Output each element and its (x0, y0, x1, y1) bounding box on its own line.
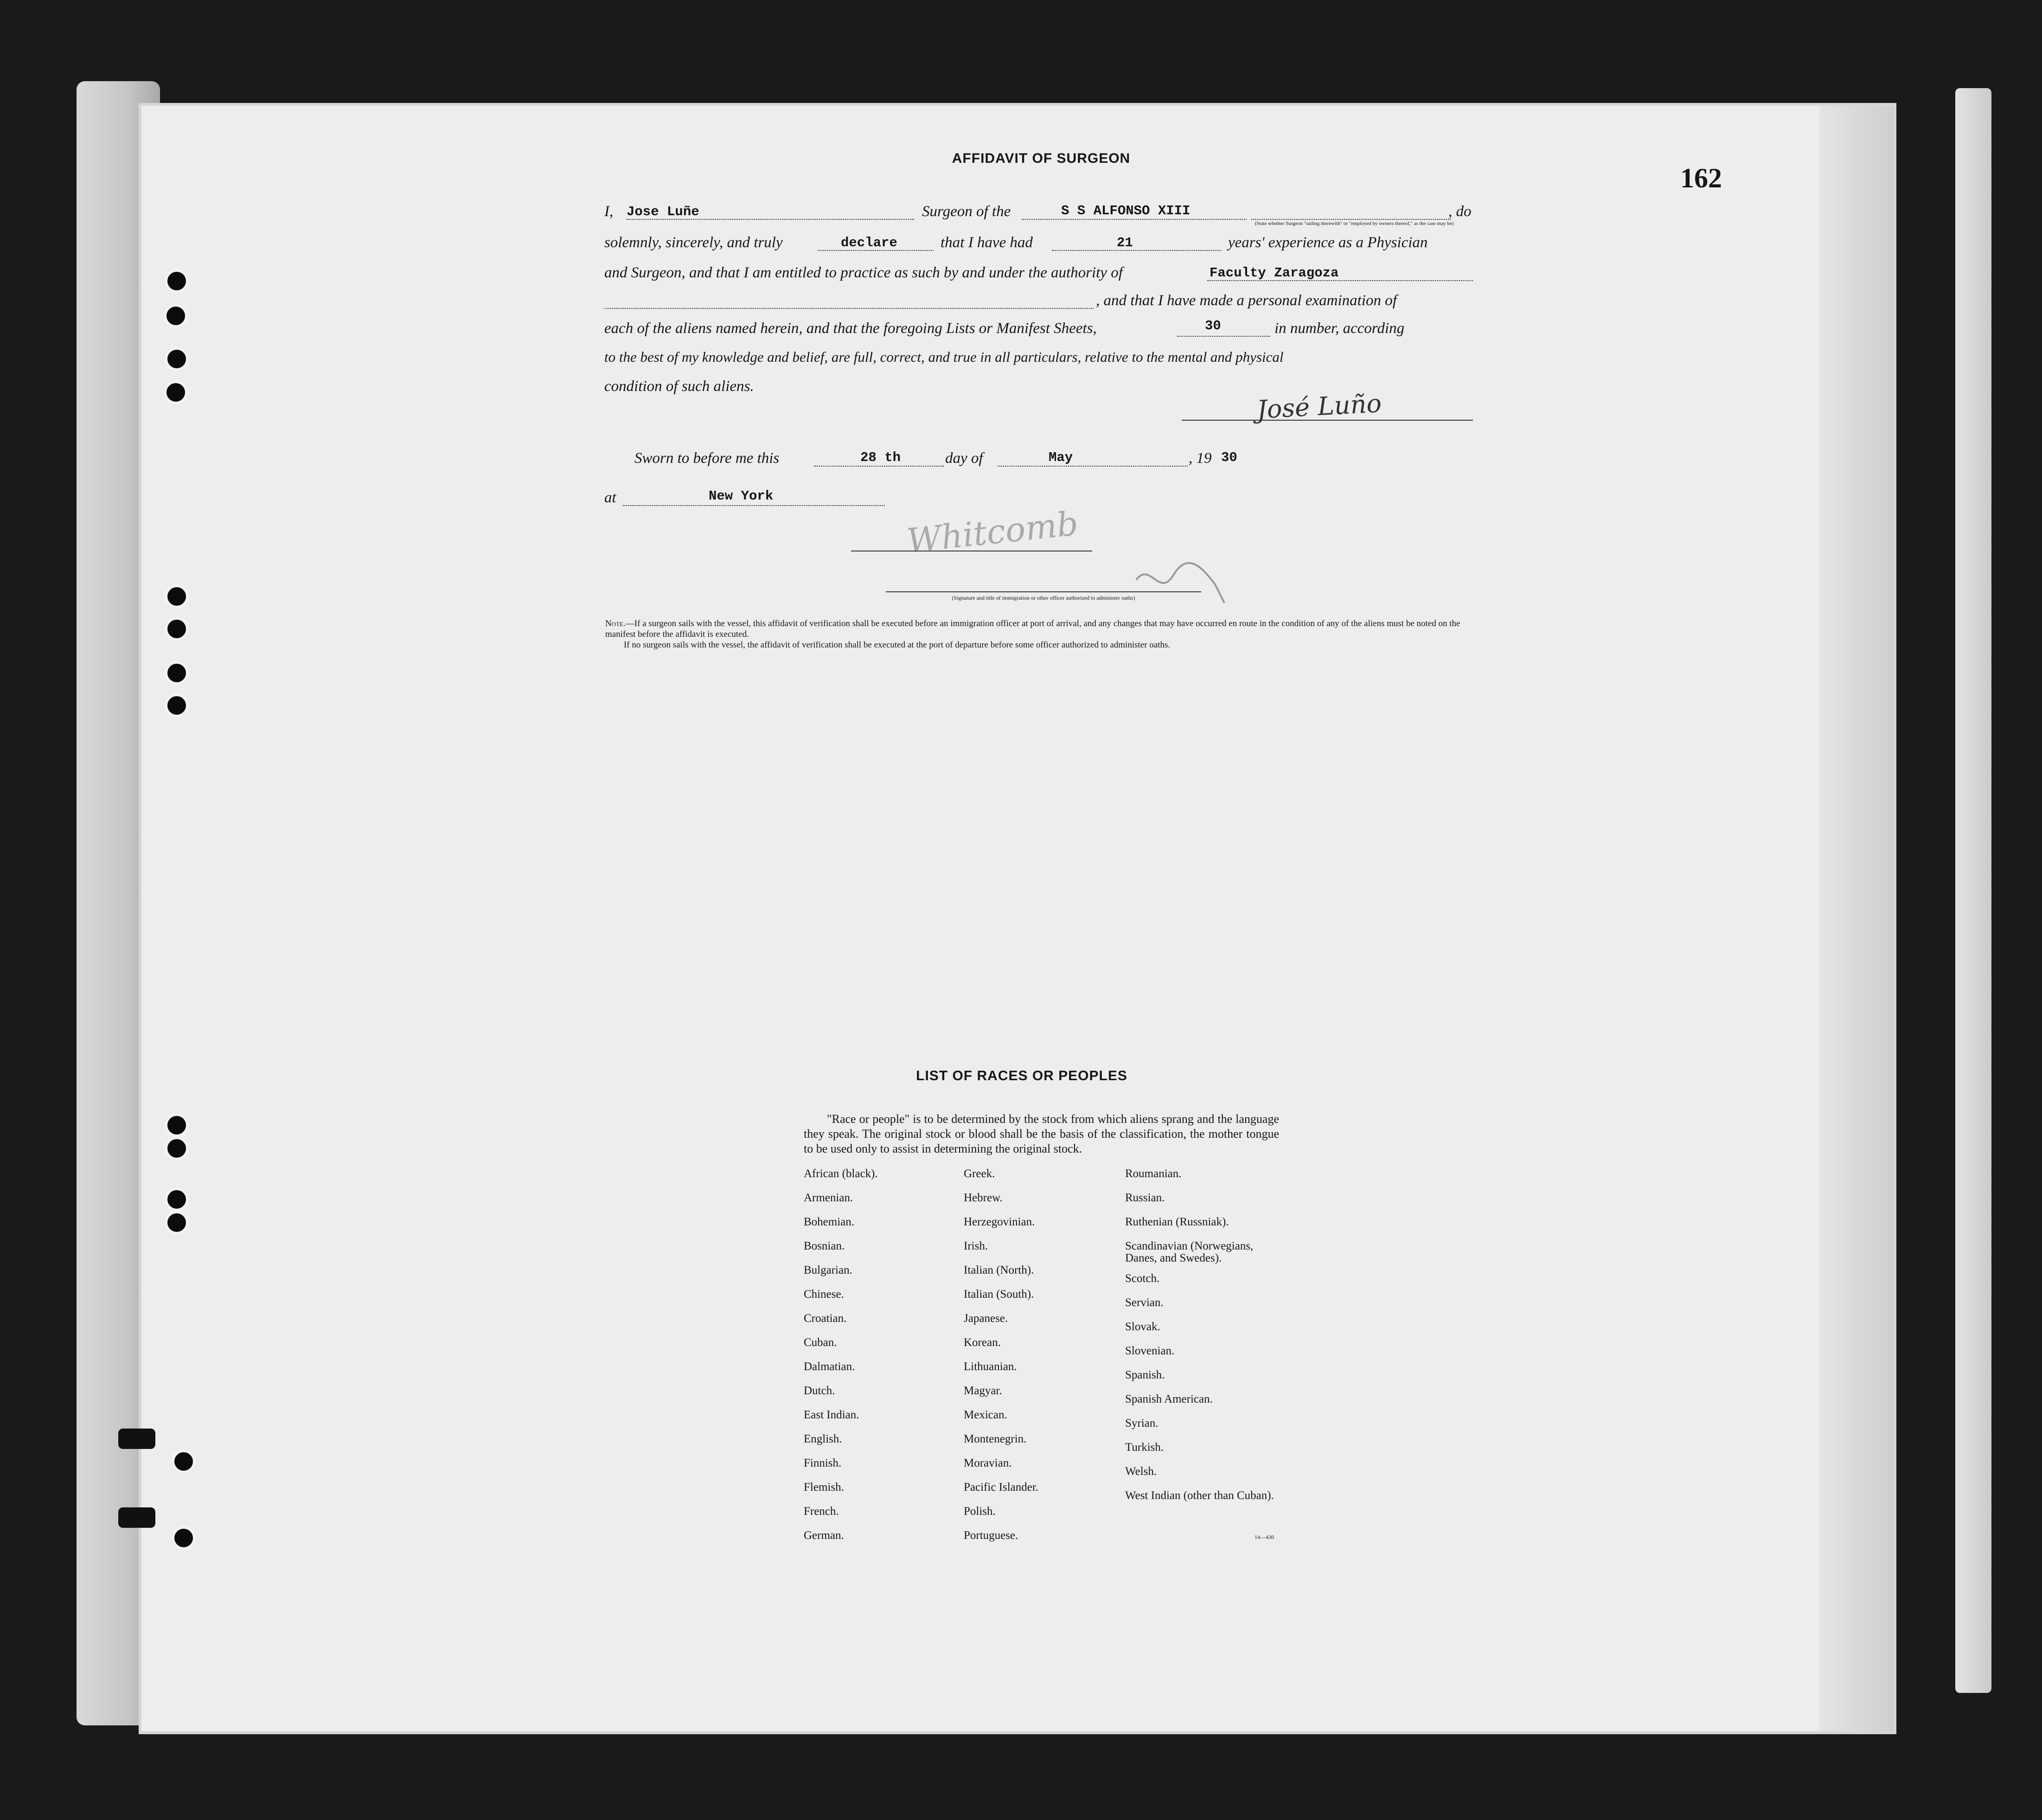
condition-text: condition of such aliens. (604, 378, 754, 395)
race-item: Bosnian. (804, 1240, 845, 1252)
best-knowledge-text: to the best of my knowledge and belief, are full, correct, and true in all particulars, relative to the mental and physical (604, 349, 1284, 365)
races-intro: "Race or people" is to be determined by the stock from which aliens sprang and the language they speak. The original stock or blood shall be the basis of the classification, the mother tongue to be used only to assist in determining the original stock. (804, 1112, 1279, 1155)
year-prefix-text: , 19 (1189, 450, 1212, 467)
affidavit-line-3 (604, 264, 1473, 286)
authority-field: Faculty Zaragoza (1210, 265, 1339, 281)
race-item: East Indian. (804, 1409, 859, 1421)
race-item: Armenian. (804, 1192, 853, 1204)
in-number-text: in number, according (1274, 320, 1405, 337)
sworn-text: Sworn to before me this (634, 450, 780, 467)
race-item: Scotch. (1125, 1272, 1160, 1285)
race-item: Moravian. (964, 1457, 1012, 1469)
note-text-1: If a surgeon sails with the vessel, this affidavit of verification shall be executed before an immigration officer at port of arrival, and any changes that may have occurred en route in the condition of any of the aliens must be noted on the manifest before the affidavit is executed. (605, 619, 1460, 639)
races-column-3 (1125, 1168, 1283, 1522)
race-item: African (black). (804, 1167, 878, 1180)
day-of-text: day of (945, 450, 983, 467)
race-item: Cuban. (804, 1336, 837, 1349)
race-item: Flemish. (804, 1481, 844, 1493)
binder-hole (165, 693, 189, 718)
race-item: Pacific Islander. (964, 1481, 1039, 1493)
affidavit-line-6 (604, 349, 1473, 370)
adjacent-page-edge (1955, 88, 1991, 1693)
do-text: , do (1448, 203, 1472, 220)
sworn-day-field: 28 th (860, 450, 901, 465)
binder-hole (165, 347, 189, 371)
race-item: Servian. (1125, 1296, 1164, 1309)
race-item: Russian. (1125, 1192, 1165, 1204)
sworn-day-underline (814, 466, 944, 467)
race-item: Welsh. (1125, 1465, 1157, 1478)
note-label: Note.— (605, 619, 634, 628)
affidavit-line-2 (604, 234, 1473, 256)
sworn-month-underline (998, 466, 1188, 467)
race-item: Hebrew. (964, 1192, 1003, 1204)
binder-hole (172, 1449, 196, 1474)
race-item: German. (804, 1529, 844, 1542)
authority-text: and Surgeon, and that I am entitled to practice as such by and under the authority of (604, 264, 1123, 281)
page-number: 162 (1680, 163, 1722, 193)
race-item: French. (804, 1505, 839, 1518)
race-item: West Indian (other than Cuban). (1125, 1489, 1274, 1502)
binder-hole (165, 1211, 189, 1235)
race-item: Roumanian. (1125, 1167, 1182, 1180)
state-underline (1251, 219, 1451, 220)
affidavit-line-5 (604, 320, 1473, 341)
race-item: Mexican. (964, 1409, 1007, 1421)
race-item: Japanese. (964, 1312, 1008, 1325)
affidavit-line-4 (604, 292, 1473, 314)
binder-hole (164, 304, 188, 328)
race-item: Bohemian. (804, 1216, 855, 1228)
binder-hole (172, 1526, 196, 1550)
race-item: Ruthenian (Russniak). (1125, 1216, 1229, 1228)
races-column-1 (804, 1168, 878, 1554)
sheets-underline (1177, 336, 1270, 337)
binder-hole (165, 617, 189, 641)
race-item: Finnish. (804, 1457, 842, 1469)
officer-signature: Whitcomb (905, 503, 1080, 561)
affidavit-i-text: I, (604, 203, 614, 220)
binder-hole (164, 380, 188, 404)
officer-signature-line-2 (886, 591, 1201, 592)
race-item: Slovenian. (1125, 1345, 1175, 1357)
place-field: New York (709, 488, 774, 504)
vessel-field: S S ALFONSO XIII (1061, 203, 1191, 218)
race-item: Chinese. (804, 1288, 844, 1301)
note-paragraph-2 (605, 640, 1477, 650)
binder-hole (165, 1113, 189, 1137)
sworn-month-field: May (1049, 450, 1073, 465)
race-item: Herzegovinian. (964, 1216, 1035, 1228)
note-paragraph-1 (605, 618, 1477, 640)
race-item: Dutch. (804, 1384, 835, 1397)
page-edge (1819, 106, 1894, 1731)
race-item: Spanish American. (1125, 1393, 1213, 1405)
state-note: (State whether Surgeon "sailing therewith" or "employed by owners thereof," as the case may be) (1255, 221, 1454, 226)
authority-underline-2 (604, 308, 1094, 309)
race-item: Slovak. (1125, 1320, 1160, 1333)
race-item: Montenegrin. (964, 1433, 1027, 1445)
at-text: at (604, 489, 616, 506)
races-column-2 (964, 1168, 1038, 1554)
race-item: English. (804, 1433, 842, 1445)
years-field: 21 (1117, 235, 1133, 250)
race-item: Dalmatian. (804, 1360, 855, 1373)
form-number: 14—430 (1255, 1534, 1274, 1540)
each-alien-text: each of the aliens named herein, and that the foregoing Lists or Manifest Sheets, (604, 320, 1097, 337)
race-item: Scandinavian (Norwegians, Danes, and Swedes). (1125, 1240, 1254, 1264)
binder-hole (165, 584, 189, 609)
race-item: Korean. (964, 1336, 1001, 1349)
affidavit-note (605, 618, 1477, 650)
race-item: Magyar. (964, 1384, 1002, 1397)
binder-clip (118, 1507, 155, 1528)
race-item: Lithuanian. (964, 1360, 1017, 1373)
surgeon-of-text: Surgeon of the (922, 203, 1011, 220)
race-item: Spanish. (1125, 1369, 1165, 1381)
years-underline (1052, 250, 1221, 251)
races-heading: LIST OF RACES OR PEOPLES (916, 1068, 1127, 1083)
declare-field: declare (841, 235, 897, 250)
race-item: Polish. (964, 1505, 996, 1518)
race-item: Bulgarian. (804, 1264, 852, 1276)
years-experience-text: years' experience as a Physician (1228, 234, 1428, 251)
race-item: Greek. (964, 1167, 995, 1180)
race-item: Croatian. (804, 1312, 847, 1325)
that-had-text: that I have had (941, 234, 1033, 251)
binder-hole (165, 1187, 189, 1211)
surgeon-name-field: Jose Luñe (627, 204, 699, 219)
sworn-year-field: 30 (1221, 450, 1237, 465)
race-item: Portuguese. (964, 1529, 1018, 1542)
binder-hole (165, 661, 189, 685)
binder-clip (118, 1429, 155, 1449)
binder-hole (165, 1136, 189, 1160)
officer-initials (1132, 552, 1234, 616)
officer-caption: (Signature and title of immigration or other officer authorized to administer oaths) (952, 595, 1135, 601)
solemnly-text: solemnly, sincerely, and truly (604, 234, 783, 251)
vessel-underline (1022, 219, 1247, 220)
race-item: Turkish. (1125, 1441, 1164, 1454)
binder-hole (165, 269, 189, 293)
race-item: Syrian. (1125, 1417, 1159, 1429)
sworn-line (634, 450, 1503, 471)
race-item: Italian (South). (964, 1288, 1034, 1301)
surgeon-signature: José Luño (1256, 389, 1383, 424)
race-item: Irish. (964, 1240, 988, 1252)
affidavit-heading: AFFIDAVIT OF SURGEON (952, 151, 1131, 166)
place-underline (623, 505, 885, 506)
personal-exam-text: , and that I have made a personal examination of (1096, 292, 1397, 309)
surgeon-signature-line (1182, 420, 1473, 421)
race-item: Italian (North). (964, 1264, 1034, 1276)
sheets-field: 30 (1205, 318, 1221, 333)
note-text-2: If no surgeon sails with the vessel, the affidavit of verification shall be executed at the port of departure before some officer authorized to administer oaths. (624, 640, 1171, 650)
